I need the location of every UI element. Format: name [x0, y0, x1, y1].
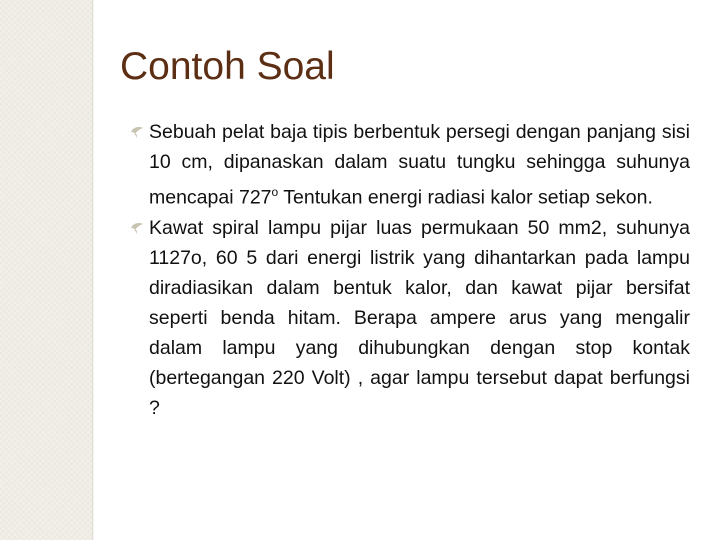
bullet-item-2: [130, 213, 690, 423]
bullet-1-text: Sebuah pelat baja tipis berbentuk persegi dengan panjang sisi 10 cm, dipanaskan dalam suatu tungku sehingga suhunya mencapai 727: [149, 121, 690, 209]
sidebar-divider: [92, 0, 94, 540]
leaf-bullet-icon: [130, 221, 144, 235]
leaf-bullet-icon: [130, 125, 144, 139]
bullet-2-text: Kawat spiral lampu pijar luas permukaan 50 mm2, suhunya 1127o, 60 5 dari energi listrik yang dihantarkan pada lampu diradiasikan dalam bentuk kalor, dan kawat pijar bersifat seperti benda hitam. Berapa ampere arus yang mengalir dalam lampu yang dihubungkan dengan stop kontak (bertegangan 220 Volt) , agar lampu tersebut dapat berfungsi ?: [149, 216, 690, 419]
bullet-1-text-after: Tentukan energi radiasi kalor setiap sekon.: [278, 186, 653, 209]
bullet-item-1: [130, 117, 690, 213]
degree-superscript: o: [271, 185, 279, 199]
slide-title: Contoh Soal: [120, 45, 335, 88]
slide-sidebar-decoration: [0, 0, 92, 540]
slide-body: [130, 117, 690, 423]
